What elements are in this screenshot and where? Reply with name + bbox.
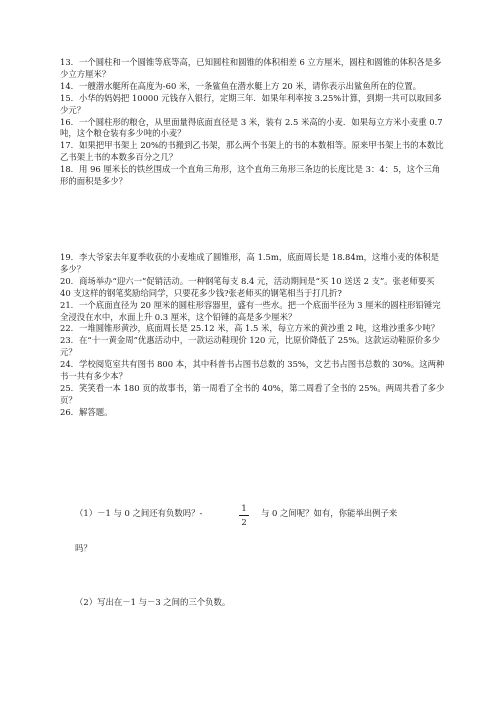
question-group-19-26 [60, 252, 445, 419]
question-13: 13．一个圆柱和一个圆锥等底等高，已知圆柱和圆锥的体积相差 6 立方厘米，圆柱和圆锥的体积各是多少立方厘米？ [60, 57, 442, 79]
question-23: 23．在“十一黄金周”优惠活动中，一款运动鞋现价 120 元，比原价降低了 25%。这款运动鞋原价多少元？ [60, 335, 441, 358]
question-25: 25．笑笑看一本 180 页的故事书，第一周看了全书的 40%，第二周看了全书的 25%。两周共看了多少页？ [60, 382, 445, 405]
question-19: 19．李大爷家去年夏季收获的小麦堆成了圆锥形，高 1.5m，底面周长是 18.84m，这堆小麦的体积是多少？ [60, 252, 440, 274]
question-18: 18．用 96 厘米长的铁丝围成一个直角三角形，这个直角三角形三条边的长度比是 3：4：5，这个三角形的面积是多少？ [60, 164, 441, 187]
fraction-denominator: 2 [241, 517, 247, 527]
fraction-numerator: 1 [241, 503, 247, 513]
question-16: 16．一个圆柱形的粮仓，从里面量得底面直径是 3 米，装有 2.5 米高的小麦．如果每立方米小麦重 0.7 吨，这个粮仓装有多少吨的小麦？ [60, 116, 443, 139]
question-24: 24．学校阅览室共有图书 800 本，其中科普书占图书总数的 35%，文艺书占图书总数的 30%。这两种书一共有多少本？ [60, 359, 445, 382]
question-14: 14．一艘潜水艇所在高度为-60 米，一条鲨鱼在潜水艇上方 20 米，请你表示出鲨鱼所在的位置。 [60, 80, 422, 91]
subquestion-1-wrap: 吗？ [75, 543, 92, 553]
fraction-one-half [238, 503, 250, 528]
subquestion-1-before: （1）－1 与 0 之间还有负数吗？- [75, 508, 203, 518]
question-22: 22．一堆圆锥形黄沙，底面周长是 25.12 米，高 1.5 米，每立方米的黄沙重 2 吨，这堆沙重多少吨？ [60, 323, 440, 334]
question-21: 21．一个底面直径为 20 厘米的圆柱形容器里，盛有一些水。把一个底面半径为 3 厘米的圆柱形铅锤完全浸没在水中，水面上升 0.3 厘米，这个铅锤的高是多少厘米？ [60, 299, 441, 322]
subquestion-2: （2）写出在－1 与－3 之间的三个负数。 [75, 597, 231, 607]
question-20: 20．商场举办“迎六一”促销活动。一种钢笔每支 8.4 元，活动期间是“买 10 送送 2 支”。张老师要买 40 支这样的钢笔奖励给同学，只要花多少钱?张老师买的钢笔相当于打几折? [60, 275, 435, 298]
subquestion-1-after: 与 0 之间呢？如有，你能举出例子来 [261, 508, 398, 518]
question-17: 17．如果把甲书架上 20%的书搬到乙书架，那么两个书架上的书的本数相等。原来甲书架上书的本数比乙书架上书的本数多百分之几？ [60, 140, 444, 163]
question-26: 26．解答题。 [60, 406, 113, 417]
question-group-13-18 [60, 57, 445, 188]
fraction-bar [239, 515, 249, 516]
question-15: 15．小华的妈妈把 10000 元钱存入银行，定期三年．如果年利率按 3.25%计算，到期一共可以取回多少元？ [60, 92, 442, 115]
